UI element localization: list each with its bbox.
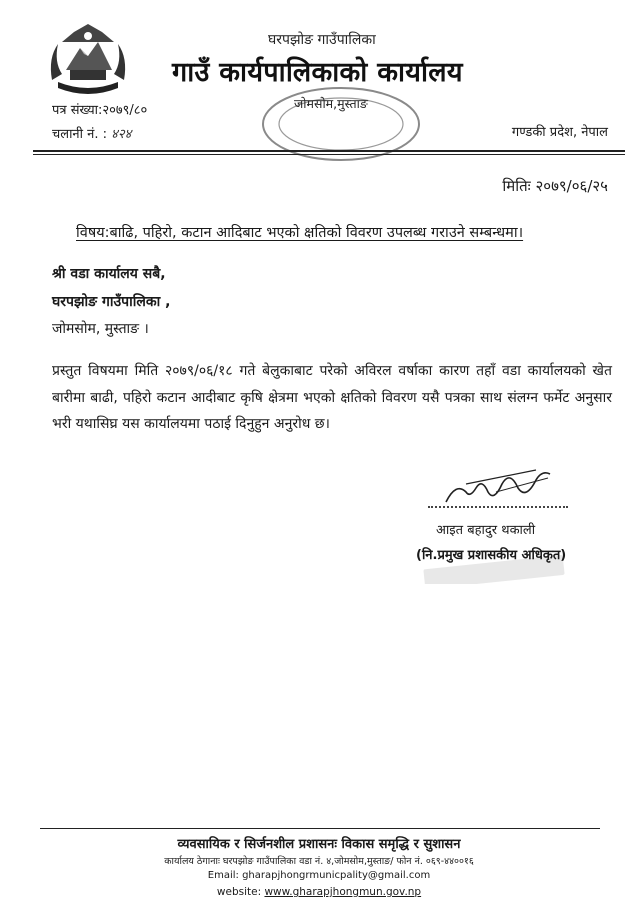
- footer-tagline: व्यवसायिक र सिर्जनशील प्रशासनः विकास समृद्धि र सुशासन: [177, 837, 461, 852]
- handwritten-signature: [436, 462, 556, 512]
- header-divider-thin: [33, 154, 625, 155]
- signature-line: [428, 506, 568, 508]
- website-link[interactable]: www.gharapjhongmun.gov.np: [264, 886, 422, 898]
- office-name: घरपझोङ गाउँपालिका: [268, 32, 376, 48]
- addressee-line: श्री वडा कार्यालय सबै,: [52, 266, 166, 282]
- dispatch-number-value: ४२४: [111, 127, 132, 142]
- footer-contact: कार्यालय ठेगानाः घरपझोङ गाउँपालिका वडा नं. ४,जोमसोम,मुस्ताङ/ फोन नं. ०६९-४४००१६: [164, 856, 474, 867]
- signer-title: (नि.प्रमुख प्रशासकीय अधिकृत): [416, 548, 567, 563]
- letter-subject: विषय:बाढि, पहिरो, कटान आदिबाट भएको क्षतिको विवरण उपलब्ध गराउने सम्बन्धमा।: [76, 225, 524, 241]
- letter-body: प्रस्तुत विषयमा मिति २०७९/०६/१८ गते बेलुकाबाट परेको अविरल वर्षाका कारण तहाँ वडा कार्यालयको खेत बारीमा बाढी, पहिरो कटान आदीबाट कृषि क्षेत्रमा भएको क्षतिको विवरण यसै पत्रका साथ संलग्न फर्मेट अनुसार भरी यथासिघ्र यस कार्यालयमा पठाई दिनुहुन अनुरोध छ।: [52, 363, 612, 432]
- signer-name: आइत बहादुर थकाली: [436, 523, 536, 538]
- header-divider: [33, 150, 625, 152]
- website-label: website:: [216, 886, 265, 898]
- footer-website[interactable]: [0, 886, 638, 898]
- province-label: गण्डकी प्रदेश, नेपाल: [511, 125, 608, 140]
- office-address: जोमसोम,मुस्ताङ: [294, 96, 368, 111]
- reference-number: पत्र संख्या:२०७९/८०: [52, 103, 148, 118]
- dispatch-number-label: चलानी नं. :: [52, 127, 108, 142]
- nepal-emblem-icon: [44, 18, 132, 98]
- addressee-line: जोमसोम, मुस्ताङ ।: [52, 321, 149, 337]
- office-title: गाउँ कार्यपालिकाको कार्यालय: [172, 57, 463, 88]
- footer-divider: [40, 828, 600, 829]
- dispatch-number: [52, 124, 131, 142]
- addressee-line: घरपझोङ गाउँपालिका ,: [52, 294, 171, 310]
- footer-email[interactable]: Email: gharapjhongrmunicpality@gmail.com: [207, 870, 431, 881]
- letter-date: मितिः २०७९/०६/२५: [502, 177, 608, 195]
